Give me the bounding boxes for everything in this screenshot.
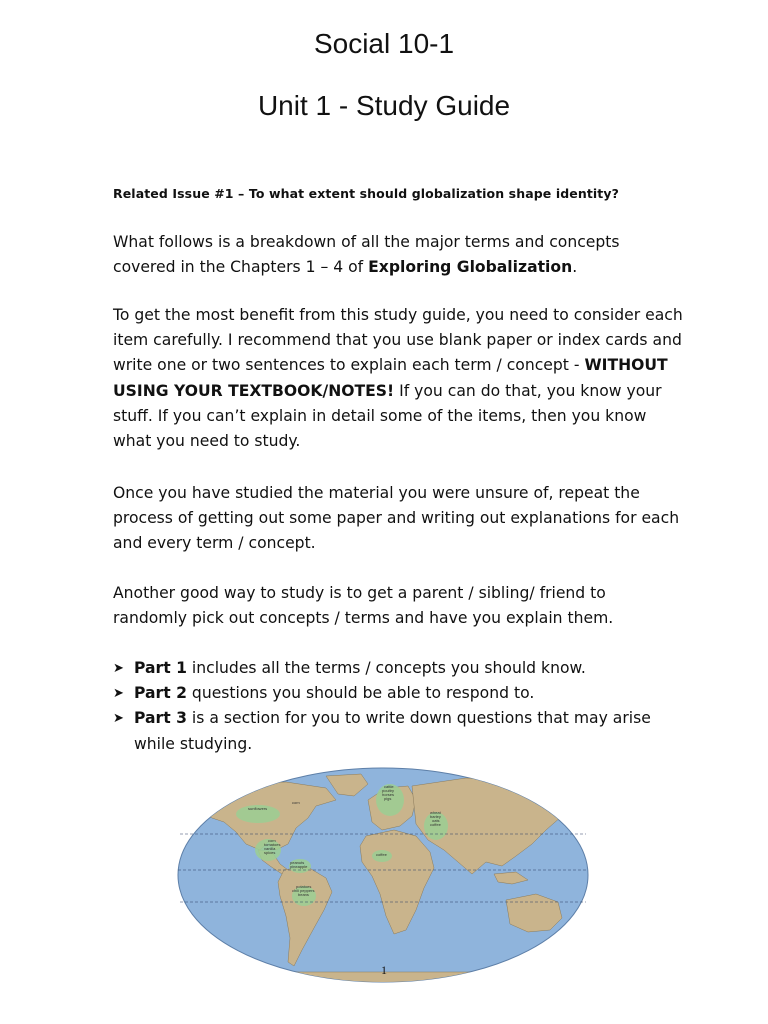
list-item: [113, 681, 683, 706]
map-label: chili peppers: [292, 888, 315, 893]
arrow-bullet-icon: ➤: [113, 661, 124, 676]
map-label: potatoes: [296, 884, 312, 889]
list-item: [113, 656, 683, 681]
map-label: wheat: [430, 810, 441, 815]
study-tip-paragraph: Another good way to study is to get a parent / sibling/ friend to randomly pick out concepts / terms and have you explain them.: [113, 584, 614, 628]
page-number: 1: [381, 963, 387, 977]
benefit-end: If you can do that, you know your stuff. If you can’t explain in detail some of the items, then you know what you need to study.: [113, 381, 662, 451]
book-title: Exploring Globalization: [368, 258, 573, 277]
document-title: Social 10-1: [313, 28, 455, 59]
world-map-graphic: [176, 766, 590, 984]
intro-paragraph: [113, 230, 683, 280]
intro-end: .: [572, 258, 578, 277]
arrow-bullet-icon: ➤: [113, 686, 124, 702]
benefit-paragraph: [113, 303, 683, 454]
map-label: sunflowers: [248, 806, 268, 811]
repeat-paragraph: Once you have studied the material you were unsure of, repeat the process of getting out some paper and writing out explanations for each and every term / concept.: [113, 484, 680, 553]
map-label: coffee: [376, 852, 387, 857]
map-label: coffee: [430, 822, 441, 827]
map-label: corn: [292, 800, 300, 805]
map-label: peanuts: [290, 860, 305, 865]
benefit-emphasis: WITHOUT USING YOUR TEXTBOOK/NOTES!: [113, 356, 668, 400]
map-label: barley: [430, 814, 441, 819]
document-subtitle: Unit 1 - Study Guide: [257, 90, 511, 121]
map-label: beans: [298, 892, 309, 897]
part-text: includes all the terms / concepts you should know.: [186, 659, 586, 677]
part-text: is a section for you to write down questions that may arise while studying.: [134, 709, 651, 753]
part-label: Part 2: [134, 684, 187, 703]
parts-list: [113, 656, 683, 757]
map-label: vanilla: [264, 846, 276, 851]
map-label: pineapple: [290, 864, 308, 869]
map-label: cattle: [384, 784, 394, 789]
list-item: [113, 706, 683, 756]
map-label: poultry: [382, 788, 395, 793]
part-label: Part 3: [134, 709, 187, 728]
part-label: Part 1: [134, 659, 187, 677]
intro-text: What follows is a breakdown of all the major terms and concepts covered in the Chapters 1 – 4 of: [113, 233, 620, 277]
map-label: spices: [264, 850, 276, 855]
map-label: corn: [268, 838, 276, 843]
map-label: horses: [382, 792, 395, 797]
world-map: [176, 766, 590, 984]
benefit-text: To get the most benefit from this study guide, you need to consider each item carefully. I recommend that you use blank paper or index cards and write one or two sentences to explain each term / concept -: [113, 306, 683, 375]
related-issue: Related Issue #1 – To what extent should globalization shape identity?: [113, 186, 619, 201]
map-label: oats: [432, 818, 440, 823]
arrow-bullet-icon: ➤: [113, 711, 124, 727]
part-text: questions you should be able to respond to.: [186, 684, 535, 703]
map-label: pigs: [384, 796, 392, 801]
map-label: tomatoes: [264, 842, 281, 847]
